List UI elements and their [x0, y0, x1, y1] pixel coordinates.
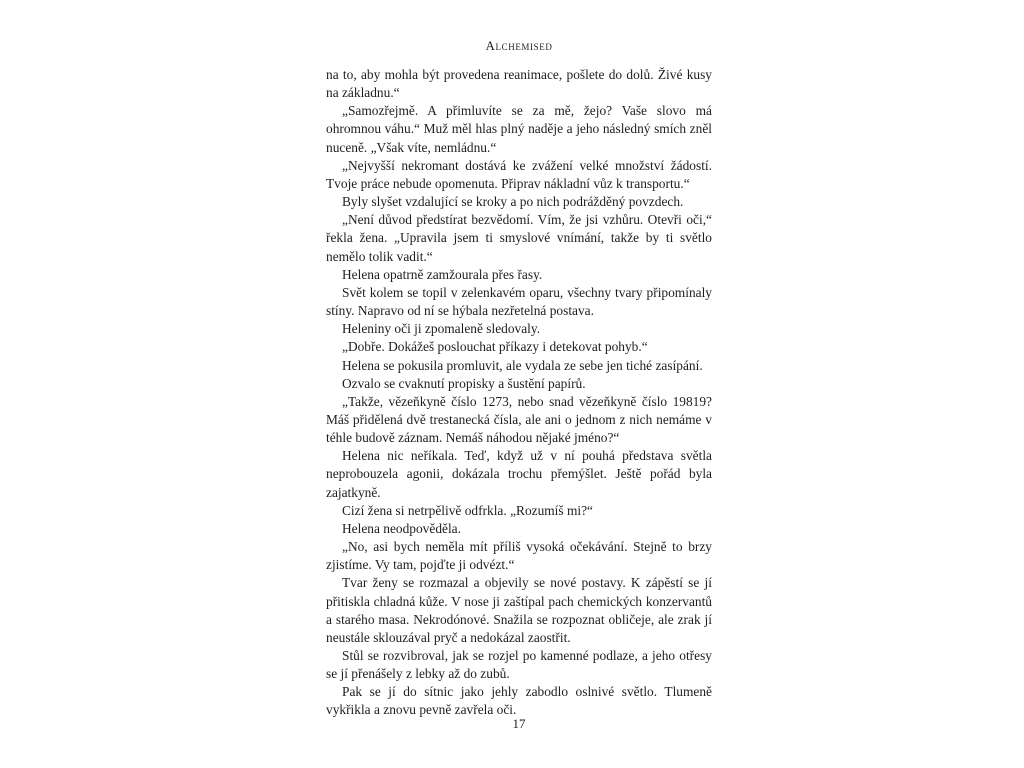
paragraph: Cizí žena si netrpělivě odfrkla. „Rozumíš mi?“: [342, 502, 593, 518]
paragraph: „Nejvyšší nekromant dostává ke zvážení velké množství žádostí. Tvoje práce nebude opomenuta. Připrav nákladní vůz k transportu.“: [326, 157, 712, 191]
page-number: 17: [512, 716, 526, 731]
paragraph: Heleniny oči ji zpomaleně sledovaly.: [342, 321, 541, 337]
paragraph: Pak se jí do sítnic jako jehly zabodlo oslnivé světlo. Tlumeně vykřikla a znovu pevně zavřela oči.: [326, 684, 712, 718]
paragraph: Helena nic neříkala. Teď, když už v ní pouhá představa světla neprobouzela agonii, dokázala trochu přemýšlet. Ještě pořád byla zajatkyně.: [326, 448, 712, 500]
paragraph: „Není důvod předstírat bezvědomí. Vím, že jsi vzhůru. Otevři oči,“ řekla žena. „Upravila jsem ti smyslové vnímání, takže by ti světlo nemělo tolik vadit.“: [326, 212, 712, 264]
paragraph: Helena opatrně zamžourala přes řasy.: [342, 266, 543, 282]
paragraph: na to, aby mohla být provedena reanimace, pošlete do dolů. Živé kusy na základnu.“: [326, 67, 712, 101]
paragraph: Helena neodpověděla.: [342, 520, 461, 536]
running-head: Alchemised: [485, 38, 553, 53]
body-text: [326, 66, 712, 720]
paragraph: „Dobře. Dokážeš poslouchat příkazy i detekovat pohyb.“: [342, 339, 648, 355]
paragraph: „No, asi bych neměla mít příliš vysoká očekávání. Stejně to brzy zjistíme. Vy tam, pojďte ji odvézt.“: [326, 539, 712, 573]
paragraph: Stůl se rozvibroval, jak se rozjel po kamenné podlaze, a jeho otřesy se jí přenášely z lebky až do zubů.: [326, 648, 712, 682]
paragraph: Helena se pokusila promluvit, ale vydala ze sebe jen tiché zasípání.: [342, 357, 703, 373]
paragraph: Byly slyšet vzdalující se kroky a po nich podrážděný povzdech.: [342, 194, 684, 210]
paragraph: „Samozřejmě. A přimluvíte se za mě, žejo? Vaše slovo má ohromnou váhu.“ Muž měl hlas plný naděje a jeho následný smích zněl nuceně. „Však víte, nemládnu.“: [326, 103, 712, 155]
paragraph: Ozvalo se cvaknutí propisky a šustění papírů.: [342, 375, 586, 391]
paragraph: Svět kolem se topil v zelenkavém oparu, všechny tvary připomínaly stíny. Napravo od ní se hýbala nezřetelná postava.: [326, 284, 712, 319]
paragraph: „Takže, vězeňkyně číslo 1273, nebo snad vězeňkyně číslo 19819? Máš přidělená dvě trestanecká čísla, ale ani o jednom z nich nemáme v téhle budově záznam. Nemáš náhodou nějaké jméno?“: [326, 393, 712, 446]
paragraph: Tvar ženy se rozmazal a objevily se nové postavy. K zápěstí se jí přitiskla chladná kůže. V nose ji zaštípal pach chemických konzervantů a starého masa. Nekrodónové. Snažila se rozpoznat obličeje, ale zrak jí neustále sklouzával pryč a nedokázal zaostřit.: [326, 575, 712, 645]
